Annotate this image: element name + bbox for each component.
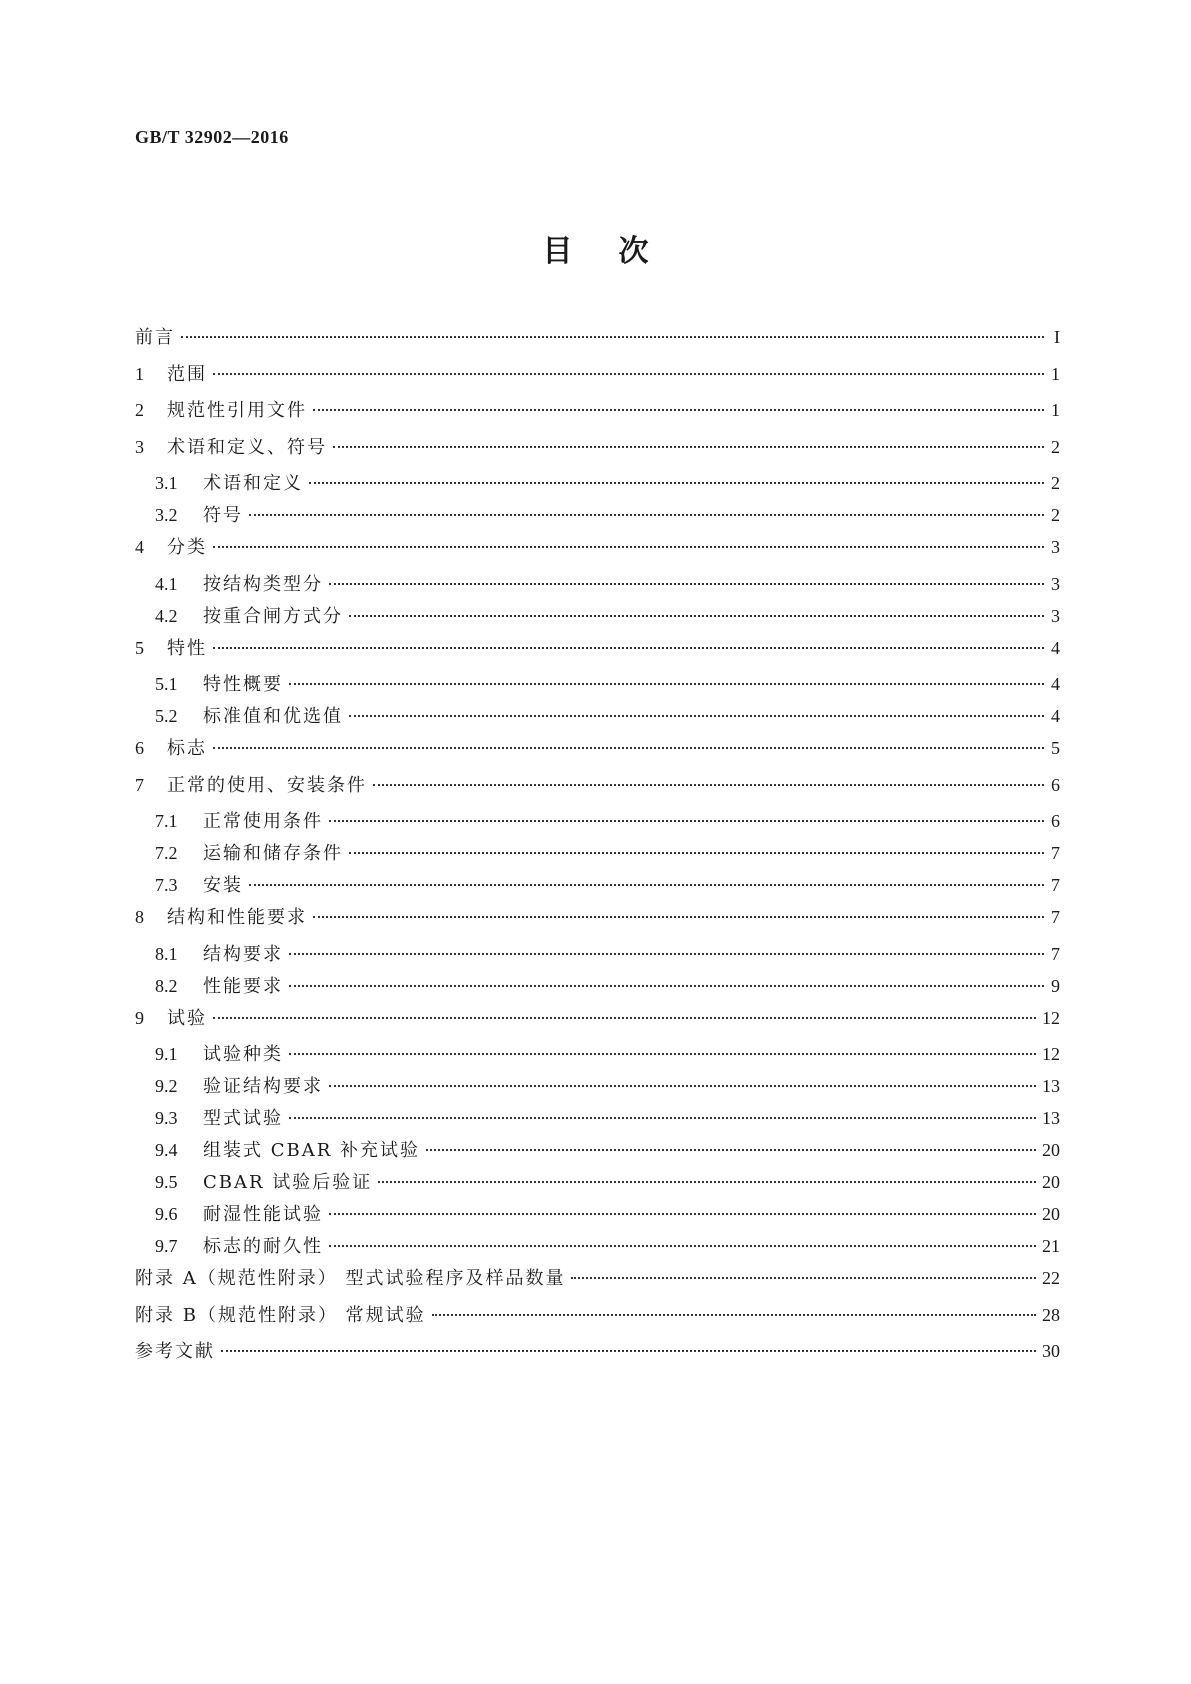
toc-entry-number: 9.7: [155, 1236, 178, 1256]
toc-entry-label: 标准值和优选值: [203, 706, 343, 727]
toc-entry-label: 耐湿性能试验: [203, 1204, 323, 1225]
toc-dot-leader: [378, 1181, 1036, 1183]
toc-dot-leader: [289, 985, 1044, 987]
toc-entry-label: 分类: [167, 537, 207, 558]
toc-entry[interactable]: [135, 874, 1060, 906]
toc-entry[interactable]: [135, 810, 1060, 842]
toc-entry[interactable]: [135, 842, 1060, 874]
toc-entry-number: 8.2: [155, 975, 178, 996]
toc-entry-label: CBAR 试验后验证: [203, 1172, 373, 1193]
toc-entry-page: 9: [1051, 975, 1060, 996]
toc-entry-label: 参考文献: [135, 1341, 215, 1362]
toc-entry-page: 1: [1051, 363, 1060, 384]
toc-entry[interactable]: [135, 1007, 1060, 1044]
toc-entry-number: 8.1: [155, 943, 178, 964]
toc-entry-label: 验证结构要求: [203, 1076, 323, 1097]
table-of-contents: [135, 326, 1060, 1377]
toc-entry-label: 组装式 CBAR 补充试验: [203, 1140, 420, 1161]
toc-entry-label: 结构要求: [203, 943, 283, 965]
toc-entry-number: 7.1: [155, 811, 178, 831]
toc-entry[interactable]: [135, 1171, 1060, 1203]
toc-dot-leader: [309, 482, 1044, 484]
toc-entry[interactable]: [135, 906, 1060, 943]
toc-dot-leader: [249, 514, 1044, 516]
toc-entry-page: 4: [1051, 674, 1060, 694]
toc-entry-number: 5.1: [155, 674, 178, 694]
toc-entry-page: 21: [1042, 1236, 1060, 1256]
toc-entry-number: 4: [135, 537, 144, 557]
toc-dot-leader: [571, 1277, 1036, 1279]
toc-entry[interactable]: [135, 436, 1060, 473]
toc-entry[interactable]: [135, 399, 1060, 436]
toc-entry-label: 规范性引用文件: [167, 400, 307, 421]
toc-entry-number: 3.1: [155, 473, 178, 493]
toc-dot-leader: [213, 373, 1044, 375]
toc-entry-page: 13: [1042, 1108, 1060, 1128]
toc-entry-number: 9.2: [155, 1076, 178, 1096]
toc-entry-page: 12: [1042, 1007, 1060, 1028]
toc-entry[interactable]: [135, 536, 1060, 573]
toc-entry-page: 5: [1051, 738, 1060, 758]
toc-entry[interactable]: [135, 573, 1060, 605]
toc-dot-leader: [329, 1213, 1036, 1215]
toc-dot-leader: [329, 1085, 1036, 1087]
toc-entry-page: 3: [1051, 605, 1060, 626]
toc-entry[interactable]: [135, 1235, 1060, 1267]
toc-entry-page: 20: [1042, 1204, 1060, 1224]
toc-entry[interactable]: [135, 737, 1060, 774]
toc-entry[interactable]: [135, 1304, 1060, 1341]
toc-entry-label: 符号: [203, 505, 243, 526]
toc-dot-leader: [333, 446, 1044, 448]
toc-entry-number: 2: [135, 400, 144, 420]
toc-dot-leader: [329, 583, 1044, 585]
toc-entry-page: 2: [1051, 436, 1060, 457]
toc-entry-page: 12: [1042, 1044, 1060, 1064]
toc-entry-page: 13: [1042, 1076, 1060, 1096]
toc-entry-number: 8: [135, 907, 144, 927]
toc-entry-number: 9.3: [155, 1108, 178, 1128]
toc-entry[interactable]: [135, 605, 1060, 637]
toc-dot-leader: [289, 1053, 1036, 1055]
toc-entry-number: 5: [135, 637, 144, 658]
toc-dot-leader: [349, 852, 1044, 854]
toc-entry-number: 9.6: [155, 1204, 178, 1224]
toc-dot-leader: [181, 336, 1044, 338]
toc-dot-leader: [249, 884, 1044, 886]
toc-entry-label: 运输和储存条件: [203, 843, 343, 864]
toc-entry[interactable]: [135, 1267, 1060, 1304]
toc-dot-leader: [221, 1350, 1036, 1352]
toc-entry-label: 术语和定义、符号: [167, 436, 327, 458]
toc-entry-page: 6: [1051, 811, 1060, 831]
toc-entry[interactable]: [135, 1107, 1060, 1139]
toc-entry[interactable]: [135, 673, 1060, 705]
toc-entry-page: 4: [1051, 637, 1060, 658]
toc-entry-label: 试验: [167, 1007, 207, 1029]
toc-entry[interactable]: [135, 705, 1060, 737]
toc-entry-page: 7: [1051, 943, 1060, 964]
toc-entry-page: 7: [1051, 875, 1060, 895]
toc-entry-label: 安装: [203, 875, 243, 896]
toc-entry-number: 4.2: [155, 605, 178, 626]
toc-entry[interactable]: [135, 1139, 1060, 1171]
toc-entry-number: 9: [135, 1007, 144, 1028]
toc-dot-leader: [289, 1117, 1036, 1119]
toc-dot-leader: [213, 1017, 1036, 1019]
toc-entry[interactable]: [135, 1340, 1060, 1377]
toc-entry-label: 标志的耐久性: [203, 1236, 323, 1257]
toc-entry-page: 3: [1051, 573, 1060, 594]
toc-dot-leader: [349, 615, 1044, 617]
toc-entry-label: 按重合闸方式分: [203, 605, 343, 627]
toc-dot-leader: [432, 1314, 1036, 1316]
page-title: 目次: [542, 234, 695, 269]
toc-entry-label: 按结构类型分: [203, 573, 323, 595]
toc-entry-page: 2: [1051, 505, 1060, 525]
toc-entry-label: 特性: [167, 637, 207, 659]
toc-entry[interactable]: [135, 637, 1060, 674]
toc-entry-number: 7.3: [155, 875, 178, 895]
toc-entry-number: 9.4: [155, 1140, 178, 1160]
toc-entry-page: 20: [1042, 1140, 1060, 1160]
toc-entry-page: 4: [1051, 706, 1060, 726]
toc-entry[interactable]: [135, 1043, 1060, 1075]
toc-entry-page: 20: [1042, 1172, 1060, 1192]
toc-dot-leader: [313, 409, 1044, 411]
toc-entry-label: 附录 B（规范性附录） 常规试验: [135, 1304, 426, 1326]
toc-entry[interactable]: [135, 504, 1060, 536]
toc-dot-leader: [213, 647, 1044, 649]
toc-entry-number: 7.2: [155, 843, 178, 863]
toc-dot-leader: [213, 546, 1044, 548]
toc-entry-page: 2: [1051, 473, 1060, 493]
toc-entry-number: 3: [135, 436, 144, 457]
toc-entry-label: 术语和定义: [203, 473, 303, 494]
toc-entry-number: 3.2: [155, 505, 178, 525]
toc-entry-label: 范围: [167, 363, 207, 385]
toc-entry-label: 性能要求: [203, 975, 283, 997]
toc-entry[interactable]: [135, 975, 1060, 1007]
toc-entry-page: 30: [1042, 1341, 1060, 1361]
toc-entry-number: 9.1: [155, 1044, 178, 1064]
toc-entry-page: 1: [1051, 400, 1060, 420]
toc-dot-leader: [329, 1245, 1036, 1247]
standard-code: GB/T 32902—2016: [135, 127, 289, 147]
toc-dot-leader: [426, 1149, 1036, 1151]
toc-entry[interactable]: [135, 326, 1060, 363]
toc-entry[interactable]: [135, 943, 1060, 975]
toc-entry-label: 特性概要: [203, 674, 283, 695]
toc-entry-page: 22: [1042, 1268, 1060, 1288]
toc-entry-number: 7: [135, 774, 144, 795]
toc-dot-leader: [373, 784, 1044, 786]
toc-entry-label: 前言: [135, 327, 175, 348]
toc-entry-label: 标志: [167, 738, 207, 759]
toc-entry-label: 正常的使用、安装条件: [167, 774, 367, 796]
toc-entry-number: 5.2: [155, 706, 178, 726]
toc-dot-leader: [289, 953, 1044, 955]
toc-dot-leader: [313, 916, 1044, 918]
toc-entry-number: 1: [135, 363, 144, 384]
toc-entry[interactable]: [135, 774, 1060, 811]
toc-entry-number: 9.5: [155, 1172, 178, 1192]
toc-entry[interactable]: [135, 1075, 1060, 1107]
toc-entry-label: 结构和性能要求: [167, 907, 307, 928]
toc-dot-leader: [289, 683, 1044, 685]
toc-dot-leader: [329, 820, 1044, 822]
toc-entry-page: 7: [1051, 907, 1060, 927]
toc-entry-label: 试验种类: [203, 1044, 283, 1065]
toc-entry-page: 6: [1051, 774, 1060, 795]
toc-dot-leader: [349, 715, 1044, 717]
toc-entry-page: I: [1054, 327, 1060, 347]
toc-entry[interactable]: [135, 1203, 1060, 1235]
toc-entry-page: 7: [1051, 843, 1060, 863]
toc-entry-label: 附录 A（规范性附录） 型式试验程序及样品数量: [135, 1268, 566, 1289]
toc-entry-page: 28: [1042, 1304, 1060, 1325]
toc-entry-number: 6: [135, 738, 144, 758]
toc-entry[interactable]: [135, 472, 1060, 504]
toc-dot-leader: [213, 747, 1044, 749]
toc-entry-page: 3: [1051, 537, 1060, 557]
toc-entry-label: 正常使用条件: [203, 811, 323, 832]
toc-entry[interactable]: [135, 363, 1060, 400]
toc-entry-number: 4.1: [155, 573, 178, 594]
toc-entry-label: 型式试验: [203, 1108, 283, 1129]
